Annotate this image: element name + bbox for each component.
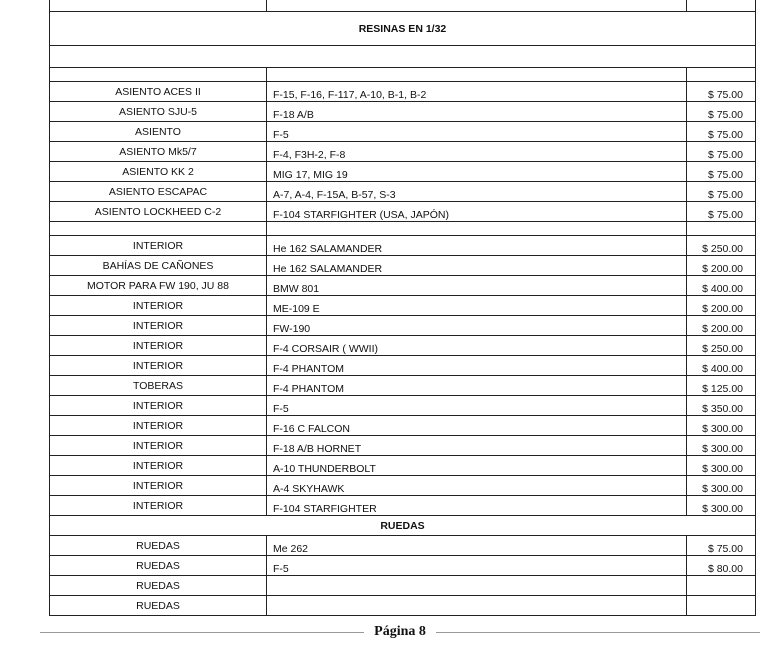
model-cell	[267, 102, 687, 121]
price-text: $ 250.00	[702, 342, 743, 355]
price-cell	[687, 376, 755, 395]
table-row	[50, 296, 755, 316]
price-table	[49, 0, 756, 616]
model-cell	[267, 476, 687, 495]
price-cell	[687, 536, 755, 555]
price-cell	[687, 316, 755, 335]
item-text: RUEDAS	[136, 539, 180, 552]
item-text: INTERIOR	[132, 239, 184, 252]
table-row	[50, 556, 755, 576]
item-cell	[50, 496, 267, 515]
table-row	[50, 142, 755, 162]
model-cell	[267, 202, 687, 221]
model-text: A-4 SKYHAWK	[273, 482, 345, 495]
item-cell	[50, 596, 267, 615]
item-text: RUEDAS	[136, 559, 180, 572]
table-row	[50, 182, 755, 202]
model-cell	[267, 596, 687, 615]
price-cell	[687, 182, 755, 201]
table-cell	[50, 0, 267, 11]
model-text: A-10 THUNDERBOLT	[273, 462, 376, 475]
page-footer	[40, 620, 760, 644]
model-cell	[267, 236, 687, 255]
price-cell	[687, 122, 755, 141]
item-text: ASIENTO ACES II	[115, 85, 201, 98]
price-cell	[687, 436, 755, 455]
price-text: $ 200.00	[702, 322, 743, 335]
model-text: F-4, F3H-2, F-8	[273, 148, 346, 161]
model-text: F-4 PHANTOM	[273, 362, 344, 375]
model-text: Me 262	[273, 542, 309, 555]
price-cell	[687, 236, 755, 255]
model-cell	[267, 276, 687, 295]
model-text: F-15, F-16, F-117, A-10, B-1, B-2	[273, 88, 427, 101]
page-number: Página 8	[374, 624, 426, 639]
item-cell	[50, 82, 267, 101]
item-text: INTERIOR	[132, 419, 184, 432]
price-cell	[687, 356, 755, 375]
model-text: F-5	[273, 402, 289, 415]
item-cell	[50, 236, 267, 255]
price-text: $ 75.00	[707, 108, 743, 121]
item-text: ASIENTO KK 2	[122, 165, 194, 178]
model-cell	[267, 122, 687, 141]
table-row	[50, 496, 755, 516]
model-cell	[267, 162, 687, 181]
item-text: RUEDAS	[136, 599, 180, 612]
item-text: ASIENTO ESCAPAC	[108, 185, 208, 198]
item-cell	[50, 476, 267, 495]
table-row	[50, 0, 755, 12]
table-row	[50, 316, 755, 336]
model-text: F-104 STARFIGHTER (USA, JAPÓN)	[273, 208, 449, 221]
item-text: RUEDAS	[136, 579, 180, 592]
model-text: F-104 STARFIGHTER	[273, 502, 377, 515]
model-text: F-18 A/B HORNET	[273, 442, 362, 455]
model-cell	[267, 376, 687, 395]
model-cell	[267, 182, 687, 201]
price-text: $ 300.00	[702, 422, 743, 435]
item-cell	[50, 436, 267, 455]
model-text: A-7, A-4, F-15A, B-57, S-3	[273, 188, 396, 201]
model-text: F-5	[273, 128, 289, 141]
model-text: FW-190	[273, 322, 311, 335]
blank-row	[50, 68, 755, 82]
table-row	[50, 596, 755, 616]
interiors-group	[50, 236, 755, 516]
item-text: ASIENTO Mk5/7	[119, 145, 197, 158]
price-text: $ 200.00	[702, 302, 743, 315]
table-row	[50, 416, 755, 436]
price-cell	[687, 556, 755, 575]
item-text: ASIENTO LOCKHEED C-2	[94, 205, 222, 218]
price-cell	[687, 82, 755, 101]
blank-row	[50, 46, 755, 68]
price-text: $ 75.00	[707, 168, 743, 181]
item-cell	[50, 336, 267, 355]
price-text: $ 75.00	[707, 128, 743, 141]
price-text: $ 350.00	[702, 402, 743, 415]
table-row	[50, 376, 755, 396]
price-cell	[687, 102, 755, 121]
model-cell	[267, 556, 687, 575]
model-text: F-16 C FALCON	[273, 422, 351, 435]
table-row	[50, 82, 755, 102]
footer-rule	[436, 632, 760, 633]
item-cell	[50, 316, 267, 335]
item-text: INTERIOR	[132, 299, 184, 312]
item-text: INTERIOR	[132, 319, 184, 332]
section-title: RESINAS EN 1/32	[50, 12, 755, 46]
table-row	[50, 336, 755, 356]
model-text: MIG 17, MIG 19	[273, 168, 348, 181]
model-text: F-18 A/B	[273, 108, 314, 121]
model-text: F-4 PHANTOM	[273, 382, 344, 395]
model-cell	[267, 296, 687, 315]
price-text: $ 75.00	[707, 188, 743, 201]
section-title-wheels: RUEDAS	[50, 516, 755, 536]
table-row	[50, 162, 755, 182]
price-text: $ 200.00	[702, 262, 743, 275]
model-text: He 162 SALAMANDER	[273, 262, 383, 275]
price-cell	[687, 396, 755, 415]
price-cell	[687, 496, 755, 515]
price-text: $ 300.00	[702, 502, 743, 515]
item-text: TOBERAS	[133, 379, 183, 392]
price-cell	[687, 336, 755, 355]
price-cell	[687, 276, 755, 295]
table-row	[50, 456, 755, 476]
item-cell	[50, 122, 267, 141]
price-cell	[687, 256, 755, 275]
footer-rule	[40, 632, 364, 633]
wheels-group	[50, 536, 755, 616]
model-text: F-4 CORSAIR ( WWII)	[273, 342, 378, 355]
item-text: INTERIOR	[132, 459, 184, 472]
price-text: $ 75.00	[707, 88, 743, 101]
item-text: INTERIOR	[132, 339, 184, 352]
table-row	[50, 356, 755, 376]
model-cell	[267, 82, 687, 101]
model-text: F-5	[273, 562, 289, 575]
price-text: $ 125.00	[702, 382, 743, 395]
model-cell	[267, 456, 687, 475]
price-cell	[687, 576, 755, 595]
model-cell	[267, 416, 687, 435]
item-cell	[50, 536, 267, 555]
price-text: $ 300.00	[702, 462, 743, 475]
item-text: ASIENTO SJU-5	[119, 105, 197, 118]
table-row	[50, 536, 755, 556]
item-text: INTERIOR	[132, 359, 184, 372]
model-text: ME-109 E	[273, 302, 320, 315]
table-row	[50, 236, 755, 256]
table-row	[50, 436, 755, 456]
item-cell	[50, 416, 267, 435]
seats-group	[50, 82, 755, 222]
item-text: INTERIOR	[132, 399, 184, 412]
item-cell	[50, 276, 267, 295]
price-text: $ 80.00	[707, 562, 743, 575]
table-row	[50, 202, 755, 222]
model-text: BMW 801	[273, 282, 320, 295]
model-cell	[267, 256, 687, 275]
table-row	[50, 396, 755, 416]
blank-row	[50, 222, 755, 236]
item-cell	[50, 182, 267, 201]
price-cell	[687, 416, 755, 435]
price-cell	[687, 296, 755, 315]
item-cell	[50, 576, 267, 595]
model-cell	[267, 496, 687, 515]
item-cell	[50, 202, 267, 221]
price-text: $ 300.00	[702, 442, 743, 455]
price-text: $ 75.00	[707, 148, 743, 161]
table-row	[50, 102, 755, 122]
item-cell	[50, 102, 267, 121]
price-text: $ 75.00	[707, 208, 743, 221]
model-text: He 162 SALAMANDER	[273, 242, 383, 255]
item-cell	[50, 456, 267, 475]
item-text: INTERIOR	[132, 439, 184, 452]
price-cell	[687, 476, 755, 495]
item-cell	[50, 142, 267, 161]
price-cell	[687, 456, 755, 475]
item-cell	[50, 162, 267, 181]
table-cell	[267, 0, 687, 11]
item-text: INTERIOR	[132, 499, 184, 512]
model-cell	[267, 396, 687, 415]
price-cell	[687, 142, 755, 161]
table-row	[50, 576, 755, 596]
model-cell	[267, 142, 687, 161]
model-cell	[267, 336, 687, 355]
price-text: $ 400.00	[702, 362, 743, 375]
table-row	[50, 276, 755, 296]
price-cell	[687, 162, 755, 181]
item-cell	[50, 296, 267, 315]
price-text: $ 250.00	[702, 242, 743, 255]
item-cell	[50, 376, 267, 395]
price-cell	[687, 202, 755, 221]
item-cell	[50, 356, 267, 375]
model-cell	[267, 536, 687, 555]
item-text: BAHÍAS DE CAÑONES	[102, 259, 214, 272]
price-text: $ 400.00	[702, 282, 743, 295]
item-text: ASIENTO	[135, 125, 181, 138]
table-row	[50, 476, 755, 496]
price-text: $ 300.00	[702, 482, 743, 495]
price-text: $ 75.00	[707, 542, 743, 555]
item-text: INTERIOR	[132, 479, 184, 492]
model-cell	[267, 576, 687, 595]
table-row	[50, 256, 755, 276]
model-cell	[267, 316, 687, 335]
price-cell	[687, 596, 755, 615]
model-cell	[267, 356, 687, 375]
item-cell	[50, 256, 267, 275]
item-text: MOTOR PARA FW 190, JU 88	[87, 279, 229, 292]
table-row	[50, 122, 755, 142]
item-cell	[50, 556, 267, 575]
table-cell	[687, 0, 755, 11]
model-cell	[267, 436, 687, 455]
item-cell	[50, 396, 267, 415]
